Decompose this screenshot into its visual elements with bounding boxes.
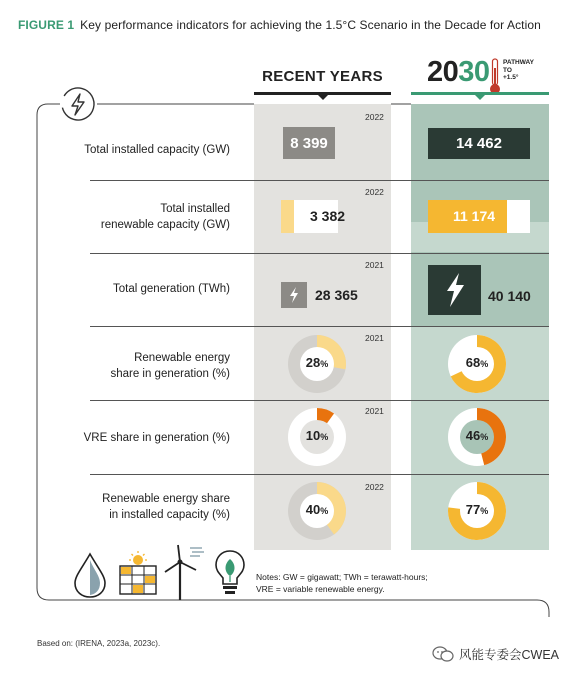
generation-target-icon-box [428,265,481,315]
renewable-capacity-target-value: 11 174 [452,208,496,224]
watermark [432,645,559,663]
generation-recent-value: 28 365 [315,287,358,303]
solar-panel-icon [116,550,160,598]
year-label: 2022 [365,112,384,122]
label-line-1: Renewable energy share [102,493,230,505]
capacity-recent-value: 8 399 [283,127,335,159]
percent-sign: % [320,432,329,442]
label-line-2: renewable capacity (GW) [100,219,230,231]
value-number: 28 [305,355,321,370]
pathway-line-3: +1.5° [503,74,519,81]
year-label: 2022 [365,187,384,197]
renewable-share-cap-target-value [446,502,508,517]
percent-sign: % [320,506,329,516]
label-line-1: Total installed [160,203,230,215]
percent-sign: % [320,359,329,369]
percent-sign: % [480,506,489,516]
watermark-text: 风能专委会CWEA [459,648,560,662]
wechat-icon [432,645,454,663]
value-number: 10 [305,428,321,443]
lightning-icon [60,86,96,122]
generation-recent-icon-box [281,282,307,308]
row-label-renewable-share-cap [40,491,230,523]
year-label: 2021 [365,260,384,270]
percent-sign: % [480,432,489,442]
renewable-share-gen-recent-value [286,355,348,370]
lightning-icon [442,272,468,308]
row-separator [90,474,549,475]
vre-share-target-value [446,428,508,443]
row-label-renewable-capacity [40,201,230,233]
value-number: 46 [465,428,481,443]
row-separator [90,253,549,254]
renewable-share-gen-target-value [446,355,508,370]
recent-years-header: RECENT YEARS [262,68,383,85]
row-separator [90,400,549,401]
label-line-2: in installed capacity (%) [109,509,230,521]
notes-line-1: Notes: GW = gigawatt; TWh = terawatt-hours; [256,572,428,582]
generation-target-value: 40 140 [488,288,531,304]
pathway-line-1: PATHWAY [503,59,534,66]
row-label-generation: Total generation (TWh) [113,283,230,295]
pathway-line-2: TO [503,66,512,74]
row-label-vre-share: VRE share in generation (%) [83,432,230,444]
value-number: 40 [305,502,321,517]
value-number: 68 [465,355,481,370]
notes-line-2: VRE = variable renewable energy. [256,584,385,594]
wind-turbine-icon [160,542,206,600]
row-label-renewable-share-gen [40,350,230,382]
figure-title-text: Key performance indicators for achieving the 1.5°C Scenario in the Decade for Action [80,18,541,32]
light-bulb-icon [212,548,248,596]
source-note: Based on: (IRENA, 2023a, 2023c). [37,639,161,648]
percent-sign: % [480,359,489,369]
target-year-prefix: 20 [427,56,459,88]
year-label: 2022 [365,482,384,492]
year-label: 2021 [365,333,384,343]
renewable-capacity-recent-fill [281,200,294,233]
figure-number: FIGURE 1 [18,18,75,32]
row-separator [90,326,549,327]
renewable-share-cap-recent-value [286,502,348,517]
renewable-capacity-recent-value: 3 382 [310,208,346,224]
lightning-icon [287,286,301,304]
notes [256,571,428,595]
value-number: 77 [465,502,481,517]
year-label: 2021 [365,406,384,416]
target-year-suffix: 30 [458,56,490,88]
label-line-2: share in generation (%) [110,368,230,380]
label-line-1: Renewable energy [134,352,230,364]
water-drop-icon [70,552,110,598]
capacity-target-value: 14 462 [428,128,530,159]
row-separator [90,180,549,181]
row-label-capacity: Total installed capacity (GW) [84,144,230,156]
vre-share-recent-value [286,428,348,443]
